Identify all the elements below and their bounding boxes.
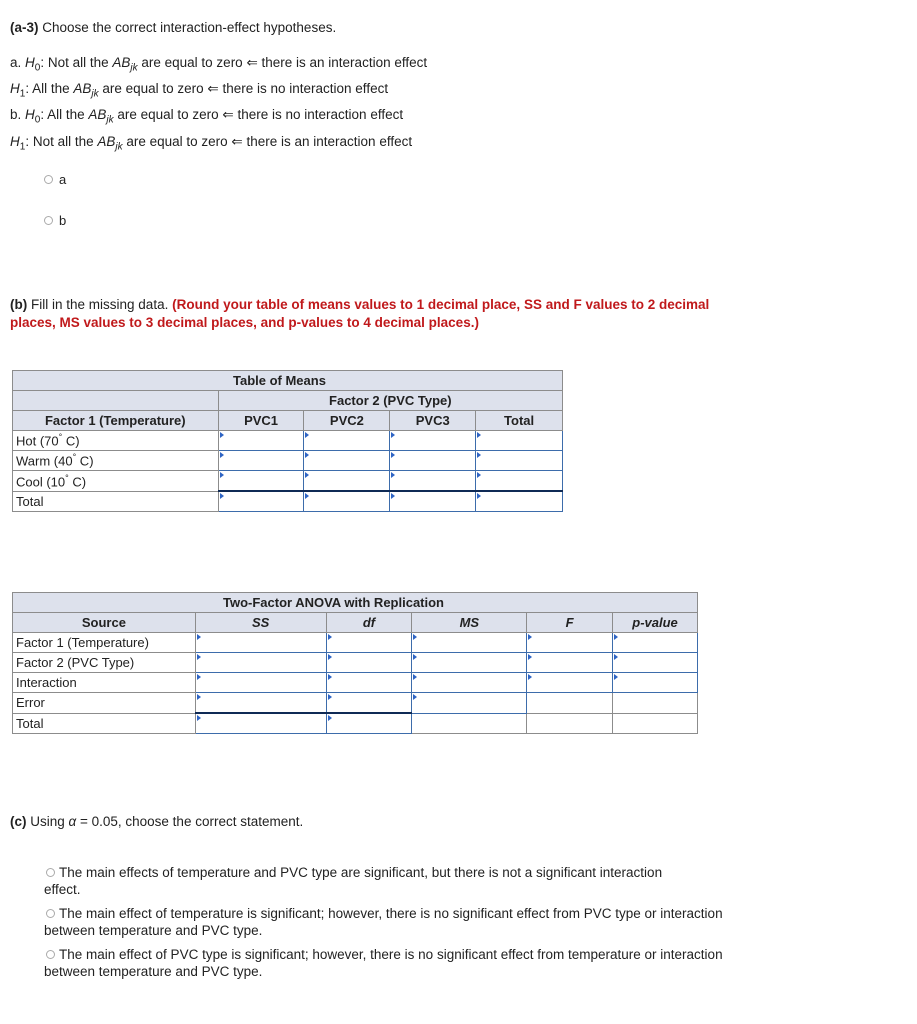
df-input[interactable] <box>326 633 412 653</box>
ss-input[interactable] <box>195 653 326 673</box>
question-b-text: Fill in the missing data. <box>31 297 169 312</box>
option-a[interactable] <box>44 172 66 187</box>
hypothesis-line: $H_1$: All the $AB_{jk}$ are equal to zero ⇐ there is no interaction effect <box>10 81 389 100</box>
f-input[interactable] <box>527 653 613 673</box>
source-header: Source <box>13 613 196 633</box>
table-row <box>13 431 563 451</box>
row-label: Factor 2 (PVC Type) <box>13 653 196 673</box>
df-input[interactable] <box>326 673 412 693</box>
mean-input[interactable] <box>476 431 563 451</box>
row-label: Interaction <box>13 673 196 693</box>
mean-input[interactable] <box>390 471 476 492</box>
question-a3-text: Choose the correct interaction-effect hypotheses. <box>42 20 337 35</box>
mean-input[interactable] <box>218 451 304 471</box>
row-label: Hot (70° C) <box>13 431 219 451</box>
column-header: df <box>326 613 412 633</box>
table-row <box>13 673 698 693</box>
column-header: F <box>527 613 613 633</box>
row-label: Total <box>13 491 219 512</box>
mean-input[interactable] <box>304 491 390 512</box>
mean-input[interactable] <box>476 471 563 492</box>
empty-cell <box>613 693 698 714</box>
factor2-header: Factor 2 (PVC Type) <box>218 391 562 411</box>
ss-input[interactable] <box>195 713 326 734</box>
mean-input[interactable] <box>390 451 476 471</box>
mean-input[interactable] <box>218 471 304 492</box>
mean-input[interactable] <box>218 431 304 451</box>
column-header: PVC1 <box>218 411 304 431</box>
mean-input[interactable] <box>476 491 563 512</box>
ms-input[interactable] <box>412 673 527 693</box>
empty-cell <box>527 693 613 714</box>
row-label: Cool (10° C) <box>13 471 219 492</box>
row-label: Warm (40° C) <box>13 451 219 471</box>
option-b[interactable] <box>44 213 66 228</box>
empty-cell <box>527 713 613 734</box>
table-row <box>13 653 698 673</box>
row-label: Error <box>13 693 196 714</box>
table-row <box>13 693 698 714</box>
ms-input[interactable] <box>412 693 527 714</box>
column-header: p-value <box>613 613 698 633</box>
column-header: MS <box>412 613 527 633</box>
statement-option-2[interactable]: The main effect of temperature is significant; however, there is no significant effect from PVC type or interaction between temperature and PVC type. <box>44 906 723 938</box>
question-c-label: (c) <box>10 814 27 829</box>
means-table-title: Table of Means <box>13 371 563 391</box>
p-value-input[interactable] <box>613 653 698 673</box>
question-c-heading: (c) Using α = 0.05, choose the correct statement. <box>10 814 304 829</box>
table-row <box>13 713 698 734</box>
option-a-label: a <box>59 172 67 187</box>
ss-input[interactable] <box>195 673 326 693</box>
table-row <box>13 451 563 471</box>
column-header: SS <box>195 613 326 633</box>
column-header: Total <box>476 411 563 431</box>
factor1-header: Factor 1 (Temperature) <box>13 411 219 431</box>
row-label: Total <box>13 713 196 734</box>
p-value-input[interactable] <box>613 633 698 653</box>
statement-radio[interactable] <box>46 868 55 877</box>
mean-input[interactable] <box>304 431 390 451</box>
anova-table-title: Two-Factor ANOVA with Replication <box>13 593 698 613</box>
table-row <box>13 471 563 492</box>
statement-radio[interactable] <box>46 950 55 959</box>
table-row <box>13 491 563 512</box>
option-b-label: b <box>59 213 67 228</box>
question-b-heading <box>10 296 890 332</box>
hypothesis-line: b. $H_0$: All the $AB_{jk}$ are equal to zero ⇐ there is no interaction effect <box>10 107 404 127</box>
mean-input[interactable] <box>476 451 563 471</box>
hypotheses-block <box>10 53 427 158</box>
mean-input[interactable] <box>304 451 390 471</box>
ss-input[interactable] <box>195 633 326 653</box>
f-input[interactable] <box>527 633 613 653</box>
p-value-input[interactable] <box>613 673 698 693</box>
question-a3-label: (a-3) <box>10 20 39 35</box>
mean-input[interactable] <box>390 491 476 512</box>
df-input[interactable] <box>326 713 412 734</box>
ms-input[interactable] <box>412 653 527 673</box>
mean-input[interactable] <box>218 491 304 512</box>
question-a3-heading <box>10 20 336 35</box>
column-header: PVC2 <box>304 411 390 431</box>
rounding-note-line1: (Round your table of means values to 1 decimal place, SS and F values to 2 decimal <box>172 297 710 312</box>
ss-input[interactable] <box>195 693 326 714</box>
empty-cell <box>412 713 527 734</box>
column-header: PVC3 <box>390 411 476 431</box>
mean-input[interactable] <box>304 471 390 492</box>
hypothesis-line: $H_1$: Not all the $AB_{jk}$ are equal to zero ⇐ there is an interaction effect <box>10 133 413 153</box>
df-input[interactable] <box>326 693 412 714</box>
f-input[interactable] <box>527 673 613 693</box>
anova-table <box>12 592 698 734</box>
statement-option-3[interactable]: The main effect of PVC type is significant; however, there is no significant effect from temperature or interaction between temperature and PVC type. <box>44 947 723 979</box>
row-label: Factor 1 (Temperature) <box>13 633 196 653</box>
statement-radio[interactable] <box>46 909 55 918</box>
mean-input[interactable] <box>390 431 476 451</box>
statement-option-1[interactable]: The main effects of temperature and PVC type are significant, but there is not a significant interaction effect. <box>44 865 663 897</box>
rounding-note-line2: places, MS values to 3 decimal places, and p-values to 4 decimal places.) <box>10 315 479 330</box>
empty-cell <box>613 713 698 734</box>
means-table <box>12 370 563 512</box>
radio-a[interactable] <box>44 175 53 184</box>
alpha-symbol: α <box>68 814 77 829</box>
question-b-label: (b) <box>10 297 28 312</box>
df-input[interactable] <box>326 653 412 673</box>
table-row <box>13 633 698 653</box>
ms-input[interactable] <box>412 633 527 653</box>
hypothesis-line: a. $H_0$: Not all the $AB_{jk}$ are equal to zero ⇐ there is an interaction effect <box>10 55 428 74</box>
radio-b[interactable] <box>44 216 53 225</box>
